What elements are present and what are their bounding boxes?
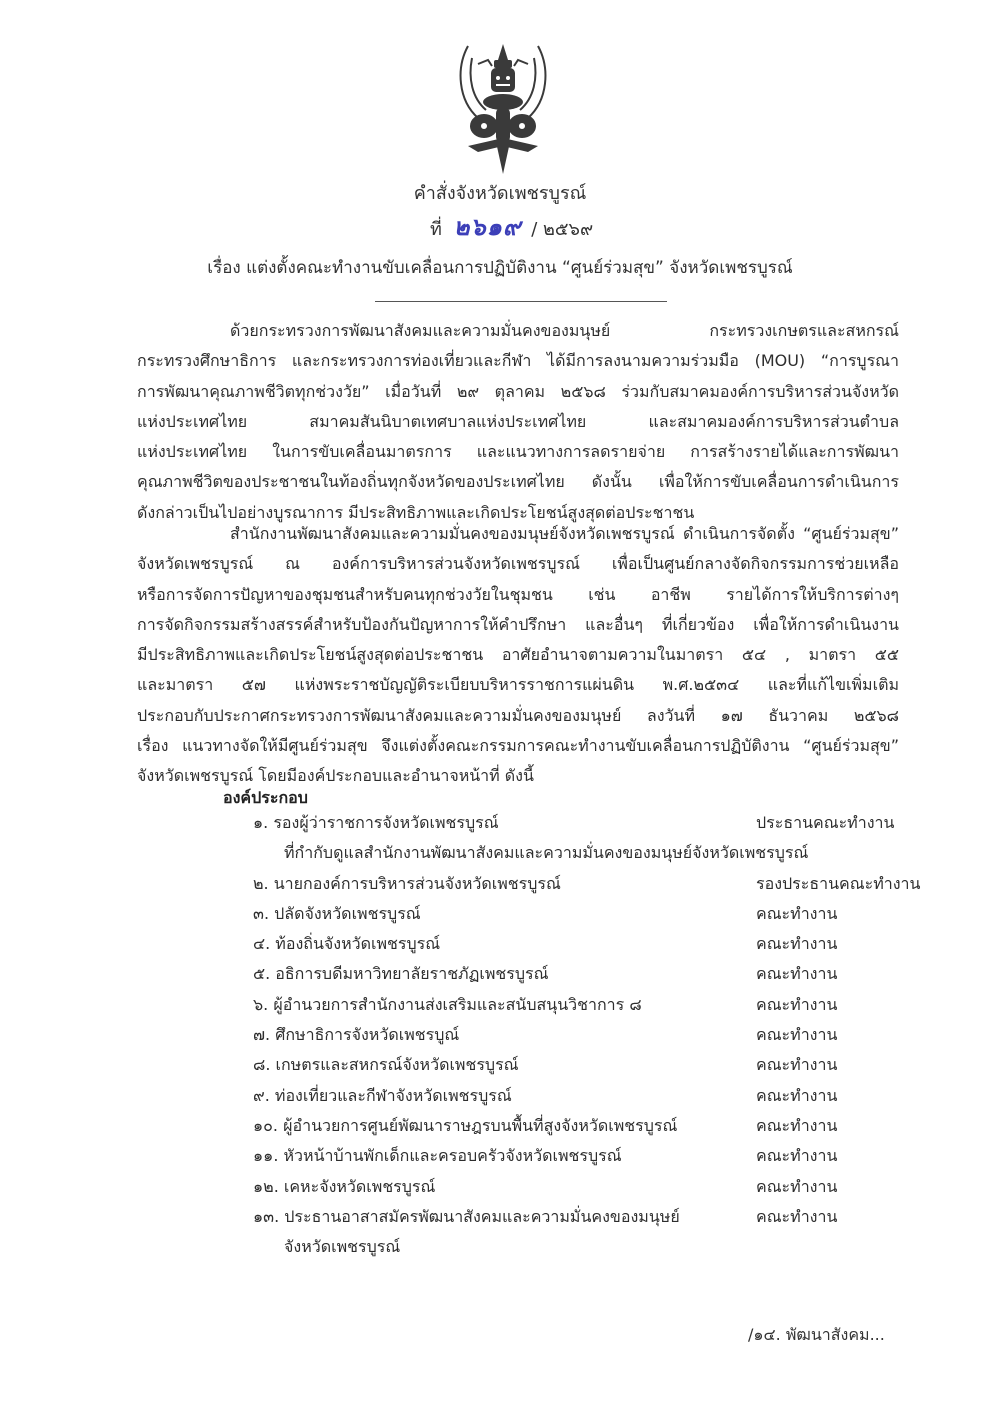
member-role: คณะทำงาน: [756, 1146, 838, 1166]
paragraph-line: จังหวัดเพชรบูรณ์ โดยมีองค์ประกอบและอำนาจหน้าที่ ดังนี้: [137, 766, 534, 786]
order-number: [430, 212, 593, 245]
member-name: ๑๑. หัวหน้าบ้านพักเด็กและครอบครัวจังหวัดเพชรบูรณ์: [253, 1146, 622, 1166]
paragraph-line: ประกอบกับประกาศกระทรวงการพัฒนาสังคมและความมั่นคงของมนุษย์ ลงวันที่ ๑๗ ธันวาคม ๒๕๖๘: [137, 705, 899, 725]
member-role: คณะทำงาน: [756, 1176, 838, 1196]
paragraph-line: การพัฒนาคุณภาพชีวิตทุกช่วงวัย” เมื่อวันที่ ๒๙ ตุลาคม ๒๕๖๘ ร่วมกับสมาคมองค์การบริหารส่วนจังหวัด: [137, 381, 899, 401]
subject-line: เรื่อง แต่งตั้งคณะทำงานขับเคลื่อนการปฏิบัติงาน “ศูนย์ร่วมสุข” จังหวัดเพชรบูรณ์: [207, 258, 793, 278]
member-row: [253, 1141, 933, 1171]
member-name: ๑. รองผู้ว่าราชการจังหวัดเพชรบูรณ์: [253, 813, 499, 832]
member-role: คณะทำงาน: [756, 934, 838, 954]
paragraph-line: การจัดกิจกรรมสร้างสรรค์สำหรับป้องกันปัญหาการให้คำปรึกษา และอื่นๆ ที่เกี่ยวข้อง เพื่อให้การดำเนินงาน: [137, 614, 899, 634]
paragraph-line: เรื่อง แนวทางจัดให้มีศูนย์ร่วมสุข จึงแต่งตั้งคณะกรรมการคณะทำงานขับเคลื่อนการปฏิบัติงาน “ศูนย์ร่วมสุข”: [137, 736, 899, 756]
paragraph-line: ดังกล่าวเป็นไปอย่างบูรณาการ มีประสิทธิภาพและเกิดประโยชน์สูงสุดต่อประชาชน: [137, 502, 695, 522]
paragraph-line: มีประสิทธิภาพและเกิดประโยชน์สูงสุดต่อประชาชน อาศัยอำนาจตามความในมาตรา ๕๔ , มาตรา ๕๕: [137, 645, 899, 665]
member-row: [253, 1050, 933, 1080]
member-row: [253, 808, 933, 838]
member-name: ๑๐. ผู้อำนวยการศูนย์พัฒนาราษฎรบนพื้นที่สูงจังหวัดเพชรบูรณ์: [253, 1115, 678, 1135]
member-role: คณะทำงาน: [756, 994, 838, 1014]
member-row: [253, 1020, 933, 1050]
member-name: ๒. นายกองค์การบริหารส่วนจังหวัดเพชรบูรณ์: [253, 873, 561, 893]
member-name-continuation: จังหวัดเพชรบูรณ์: [284, 1237, 401, 1257]
paragraph-line: แห่งประเทศไทย สมาคมสันนิบาตเทศบาลแห่งประเทศไทย และสมาคมองค์การบริหารส่วนตำบล: [137, 411, 899, 431]
member-row: [253, 1081, 933, 1111]
garuda-emblem-icon: [448, 38, 558, 178]
member-row: [253, 899, 933, 929]
member-name: ๘. เกษตรและสหกรณ์จังหวัดเพชรบูรณ์: [253, 1055, 519, 1075]
member-role: คณะทำงาน: [756, 964, 838, 984]
member-role: คณะทำงาน: [756, 903, 838, 923]
paragraph-line: ด้วยกระทรวงการพัฒนาสังคมและความมั่นคงของมนุษย์ กระทรวงเกษตรและสหกรณ์: [230, 321, 899, 340]
member-role: คณะทำงาน: [756, 1085, 838, 1105]
paragraph-line: และมาตรา ๕๗ แห่งพระราชบัญญัติระเบียบบริหารราชการแผ่นดิน พ.ศ.๒๕๓๔ และที่แก้ไขเพิ่มเติม: [137, 675, 899, 695]
member-role: รองประธานคณะทำงาน: [756, 873, 921, 893]
member-name: ๗. ศึกษาธิการจังหวัดเพชรบูณ์: [253, 1025, 460, 1045]
member-role: คณะทำงาน: [756, 1115, 838, 1135]
paragraph-line: หรือการจัดการปัญหาของชุมชนสำหรับคนทุกช่วงวัยในชุมชน เช่น อาชีพ รายได้การให้บริการต่างๆ: [137, 584, 899, 604]
member-row: [253, 1172, 933, 1202]
member-name: ๑๓. ประธานอาสาสมัครพัฒนาสังคมและความมั่นคงของมนุษย์: [253, 1206, 680, 1226]
member-name: ๖. ผู้อำนวยการสำนักงานส่งเสริมและสนับสนุนวิชาการ ๘: [253, 994, 642, 1014]
paragraph-line: คุณภาพชีวิตของประชาชนในท้องถิ่นทุกจังหวัดของประเทศไทย ดังนั้น เพื่อให้การขับเคลื่อนการดำเนินการ: [137, 472, 899, 492]
member-row: [253, 959, 933, 989]
member-row: [253, 990, 933, 1020]
composition-heading: องค์ประกอบ: [223, 788, 308, 807]
paragraph-preamble: [137, 316, 899, 528]
member-role: คณะทำงาน: [756, 1025, 838, 1045]
member-name-continuation: ที่กำกับดูแลสำนักงานพัฒนาสังคมและความมั่นคงของมนุษย์จังหวัดเพชรบูรณ์: [284, 843, 809, 863]
member-name: ๓. ปลัดจังหวัดเพชรบูรณ์: [253, 903, 421, 923]
member-role: คณะทำงาน: [756, 1206, 838, 1226]
member-row: [253, 929, 933, 959]
member-row-continuation: [253, 1232, 933, 1262]
member-role: คณะทำงาน: [756, 1055, 838, 1075]
member-name: ๔. ท้องถิ่นจังหวัดเพชรบูรณ์: [253, 934, 441, 954]
paragraph-authority: [137, 519, 899, 792]
paragraph-line: กระทรวงศึกษาธิการ และกระทรวงการท่องเที่ยวและกีฬา ได้มีการลงนามความร่วมมือ (MOU) “การบูรณา: [137, 351, 899, 371]
next-page-continuation: /๑๔. พัฒนาสังคม...: [748, 1325, 885, 1344]
member-name: ๙. ท่องเที่ยวและกีฬาจังหวัดเพชรบูรณ์: [253, 1085, 512, 1105]
member-row: [253, 1111, 933, 1141]
member-row: [253, 869, 933, 899]
member-name: ๑๒. เคหะจังหวัดเพชรบูรณ์: [253, 1176, 436, 1196]
number-prefix: ที่: [430, 219, 442, 240]
order-year: ๒๕๖๙: [543, 219, 594, 240]
member-list: [253, 808, 933, 1262]
order-title: คำสั่งจังหวัดเพชรบูรณ์: [413, 183, 587, 204]
handwritten-order-number: ๒๖๑๙: [453, 213, 522, 241]
paragraph-line: จังหวัดเพชรบูรณ์ ณ องค์การบริหารส่วนจังหวัดเพชรบูรณ์ เพื่อเป็นศูนย์กลางจัดกิจกรรมการช่วยเหลือ: [137, 554, 899, 574]
separator-line: [375, 301, 667, 302]
paragraph-line: สำนักงานพัฒนาสังคมและความมั่นคงของมนุษย์จังหวัดเพชรบูรณ์ ดำเนินการจัดตั้ง “ศูนย์ร่วมสุข”: [230, 524, 899, 543]
member-row: [253, 1202, 933, 1232]
member-name: ๕. อธิการบดีมหาวิทยาลัยราชภัฏเพชรบูรณ์: [253, 964, 549, 984]
number-separator: /: [531, 219, 538, 240]
member-role: ประธานคณะทำงาน: [756, 813, 895, 832]
paragraph-line: แห่งประเทศไทย ในการขับเคลื่อนมาตรการ และแนวทางการลดรายจ่าย การสร้างรายได้และการพัฒนา: [137, 442, 899, 462]
member-row-continuation: [253, 838, 933, 868]
